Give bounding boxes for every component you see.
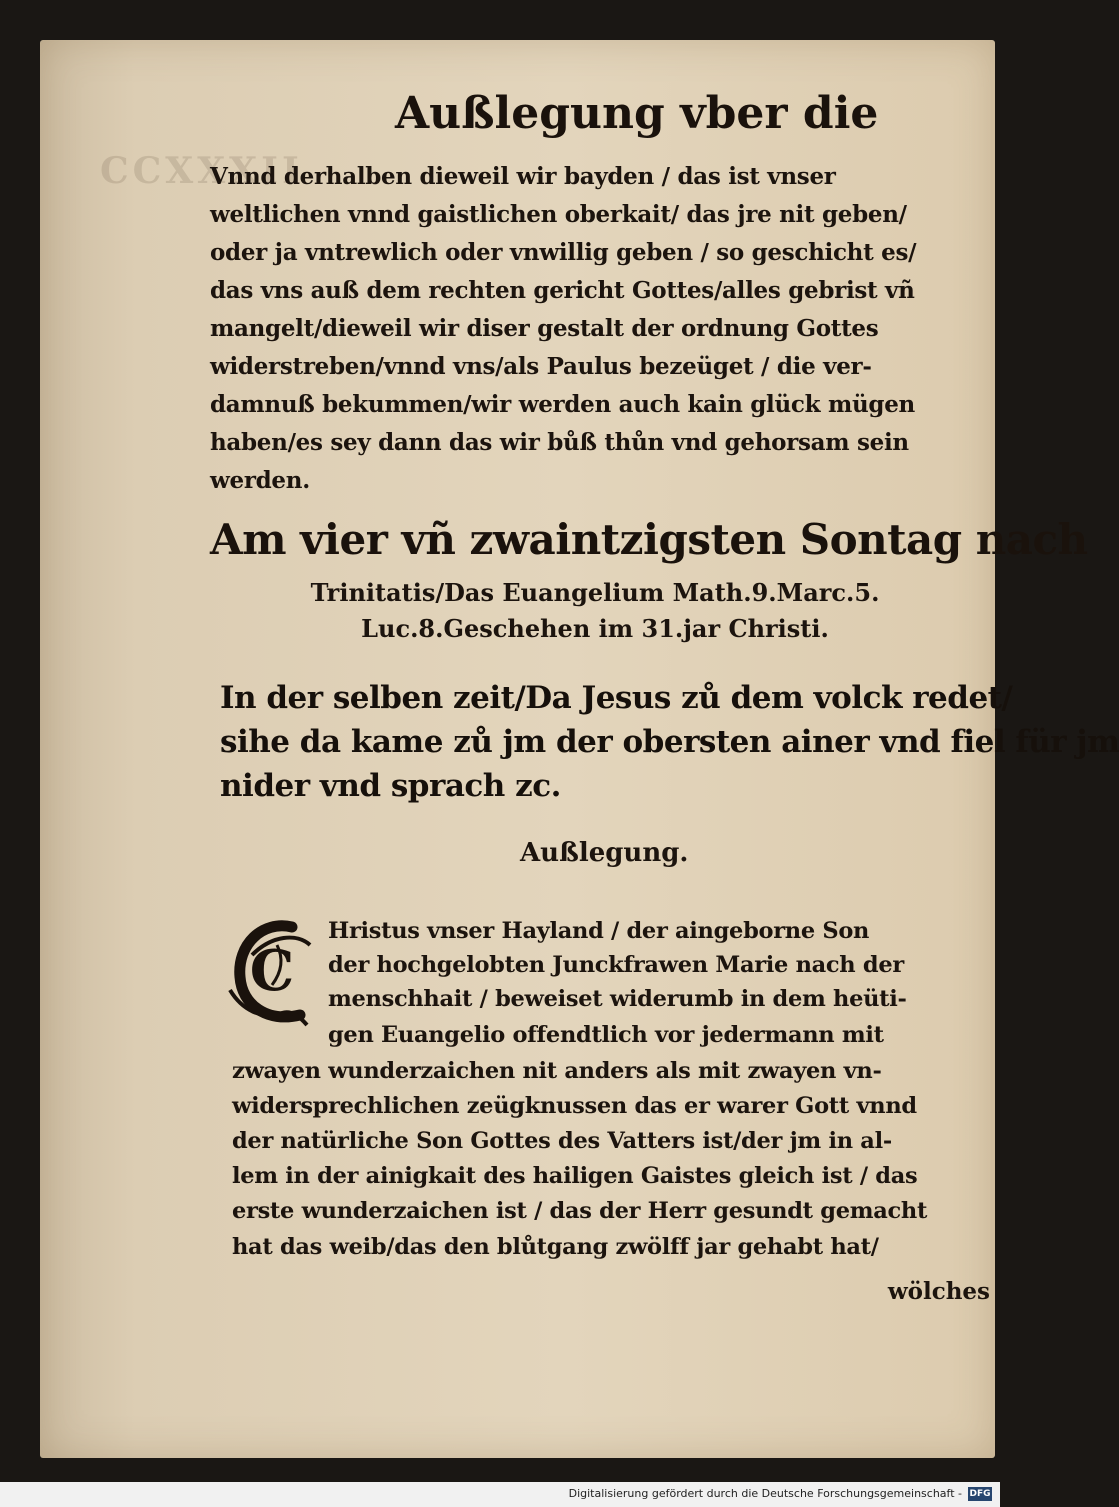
- text-line: widerstreben/vnnd vns/als Paulus bezeüget / die ver-: [210, 353, 872, 380]
- initial-letter: C: [249, 938, 295, 1004]
- sunday-title: Am vier vñ zwaintzigsten Sontag nach: [210, 515, 1088, 564]
- body-paragraph: [210, 158, 985, 500]
- text-line: gen Euangelio offendtlich vor jedermann mit: [328, 1022, 884, 1048]
- text-line: haben/es sey dann das wir bůß thůn vnd gehorsam sein: [210, 429, 909, 456]
- running-head: Außlegung vber die: [395, 88, 879, 139]
- text-line: lem in der ainigkait des hailigen Gaistes gleich ist / das: [232, 1163, 918, 1189]
- text-line: oder ja vntrewlich oder vnwillig geben / so geschicht es/: [210, 239, 917, 266]
- footer-credit: Digitalisierung gefördert durch die Deutsche Forschungsgemeinschaft -: [568, 1487, 962, 1500]
- text-line: werden.: [210, 467, 310, 494]
- dfg-logo: DFG: [969, 1489, 991, 1499]
- sunday-subtitle-line: Trinitatis/Das Euangelium Math.9.Marc.5.: [310, 578, 880, 607]
- text-line: menschhait / beweiset widerumb in dem heüti-: [328, 986, 907, 1012]
- text-line: mangelt/dieweil wir diser gestalt der ordnung Gottes: [210, 315, 879, 342]
- text-line: erste wunderzaichen ist / das der Herr gesundt gemacht: [232, 1198, 928, 1224]
- text-line: weltlichen vnnd gaistlichen oberkait/ das jre nit geben/: [210, 201, 907, 228]
- text-line: das vns auß dem rechten gericht Gottes/alles gebrist vñ: [210, 277, 915, 304]
- gospel-line: nider vnd sprach zc.: [220, 768, 561, 804]
- text-line: zwayen wunderzaichen nit anders als mit zwayen vn-: [232, 1058, 882, 1084]
- sunday-subtitle-line: Luc.8.Geschehen im 31.jar Christi.: [361, 614, 829, 643]
- text-line: der hochgelobten Junckfrawen Marie nach der: [328, 952, 904, 978]
- text-line: widersprechlichen zeügknussen das er warer Gott vnnd: [232, 1093, 917, 1119]
- text-line: Vnnd derhalben dieweil wir bayden / das ist vnser: [210, 163, 836, 190]
- text-line: der natürliche Son Gottes des Vatters ist/der jm in al-: [232, 1128, 892, 1154]
- gospel-line: In der selben zeit/Da Jesus zů dem volck redet/: [220, 680, 1013, 716]
- bleed-through-text: CCXXXII: [100, 150, 303, 192]
- text-line: hat das weib/das den blůtgang zwölff jar gehabt hat/: [232, 1234, 879, 1260]
- footer-bar: [0, 1482, 1000, 1507]
- catchword: wölches: [887, 1278, 990, 1305]
- section-heading: Außlegung.: [520, 838, 689, 868]
- text-line: damnuß bekummen/wir werden auch kain glück mügen: [210, 391, 915, 418]
- decorated-initial: [222, 915, 322, 1030]
- text-line: Hristus vnser Hayland / der aingeborne Son: [328, 918, 870, 944]
- gospel-line: sihe da kame zů jm der obersten ainer vnd fiel für jm: [220, 724, 1119, 760]
